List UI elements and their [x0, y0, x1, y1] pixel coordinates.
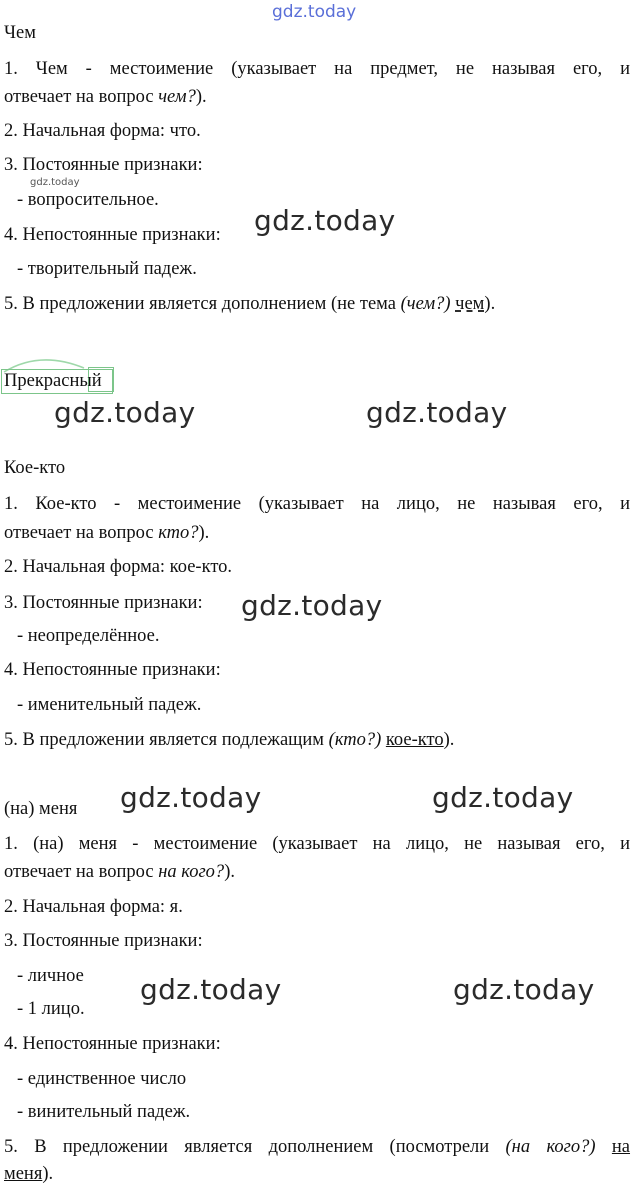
- menya-point-2: 2. Начальная форма: я.: [4, 897, 183, 917]
- chem-point-4-item: - творительный падеж.: [17, 259, 197, 279]
- menya-point-4-item-2: - винительный падеж.: [17, 1102, 191, 1122]
- chem-p5-question: (чем?): [400, 294, 451, 314]
- menya-point-3-item-1: - личное: [17, 966, 84, 986]
- koe-kto-point-4: 4. Непостоянные признаки:: [4, 660, 221, 680]
- chem-point-4: 4. Непостоянные признаки:: [4, 225, 221, 245]
- section-title-chem: Чем: [4, 23, 36, 43]
- menya-p1-text: отвечает на вопрос: [4, 862, 159, 882]
- menya-point-1-line-2: [4, 861, 235, 883]
- koe-kto-p5-question: (кто?): [328, 730, 382, 750]
- koe-kto-p5-close: ).: [443, 730, 455, 750]
- menya-p5-word-2: меня: [4, 1164, 43, 1184]
- watermark-5: gdz.today: [120, 781, 262, 814]
- section-title-prekrasny: Прекрасный: [4, 371, 102, 391]
- koe-kto-point-1-line-2: [4, 522, 209, 544]
- chem-p1-text: отвечает на вопрос: [4, 87, 159, 107]
- chem-point-5: [4, 293, 495, 315]
- watermark-2: gdz.today: [54, 396, 196, 429]
- watermark-8: gdz.today: [453, 973, 595, 1006]
- menya-p5-text: 5. В предложении является дополнением (посмотрели: [4, 1137, 506, 1157]
- watermark-top: gdz.today: [272, 2, 357, 22]
- section-title-menya: (на) меня: [4, 799, 78, 819]
- chem-point-2: 2. Начальная форма: что.: [4, 121, 201, 141]
- section-title-koe-kto: Кое-кто: [4, 458, 66, 478]
- chem-p1-close: ).: [195, 87, 207, 107]
- chem-p1-question: чем?: [158, 87, 196, 107]
- menya-p5-close: ).: [42, 1164, 54, 1184]
- menya-point-4: 4. Непостоянные признаки:: [4, 1034, 221, 1054]
- watermark-small: gdz.today: [30, 177, 80, 188]
- koe-kto-p5-word: кое-кто: [385, 730, 444, 750]
- menya-point-4-item-1: - единственное число: [17, 1069, 187, 1089]
- menya-point-3-item-2: - 1 лицо.: [17, 999, 85, 1019]
- watermark-3: gdz.today: [366, 396, 508, 429]
- watermark-6: gdz.today: [432, 781, 574, 814]
- chem-point-3-item: - вопросительное.: [17, 190, 159, 210]
- menya-point-5-line-1: [4, 1136, 630, 1158]
- chem-p5-close: ).: [484, 294, 496, 314]
- chem-p5-word: чем: [455, 294, 485, 314]
- koe-kto-p1-close: ).: [198, 523, 210, 543]
- menya-p5-word-1: на: [611, 1137, 631, 1157]
- menya-p1-close: ).: [224, 862, 235, 882]
- watermark-1: gdz.today: [254, 204, 396, 237]
- menya-point-5-line-2: [4, 1163, 53, 1185]
- koe-kto-point-4-item: - именительный падеж.: [17, 695, 202, 715]
- koe-kto-point-1-line-1: 1. Кое-кто - местоимение (указывает на лицо, не называя его, и: [4, 494, 630, 514]
- chem-point-1-line-1: 1. Чем - местоимение (указывает на предмет, не называя его, и: [4, 59, 630, 79]
- koe-kto-point-2: 2. Начальная форма: кое-кто.: [4, 557, 233, 577]
- menya-p1-question: на кого?: [158, 862, 225, 882]
- koe-kto-point-3: 3. Постоянные признаки:: [4, 593, 203, 613]
- watermark-4: gdz.today: [241, 589, 383, 622]
- menya-point-1-line-1: 1. (на) меня - местоимение (указывает на лицо, не называя его, и: [4, 834, 630, 854]
- koe-kto-point-3-item: - неопределённое.: [17, 626, 160, 646]
- menya-p5-question: (на кого?): [505, 1137, 596, 1157]
- koe-kto-p5-text: 5. В предложении является подлежащим: [4, 730, 329, 750]
- chem-p5-text: 5. В предложении является дополнением (не тема: [4, 294, 401, 314]
- watermark-7: gdz.today: [140, 973, 282, 1006]
- menya-point-3: 3. Постоянные признаки:: [4, 931, 203, 951]
- chem-point-3: 3. Постоянные признаки:: [4, 155, 203, 175]
- koe-kto-point-5: [4, 729, 454, 751]
- koe-kto-p1-text: отвечает на вопрос: [4, 523, 159, 543]
- koe-kto-p1-question: кто?: [158, 523, 199, 543]
- chem-point-1-line-2: [4, 86, 207, 108]
